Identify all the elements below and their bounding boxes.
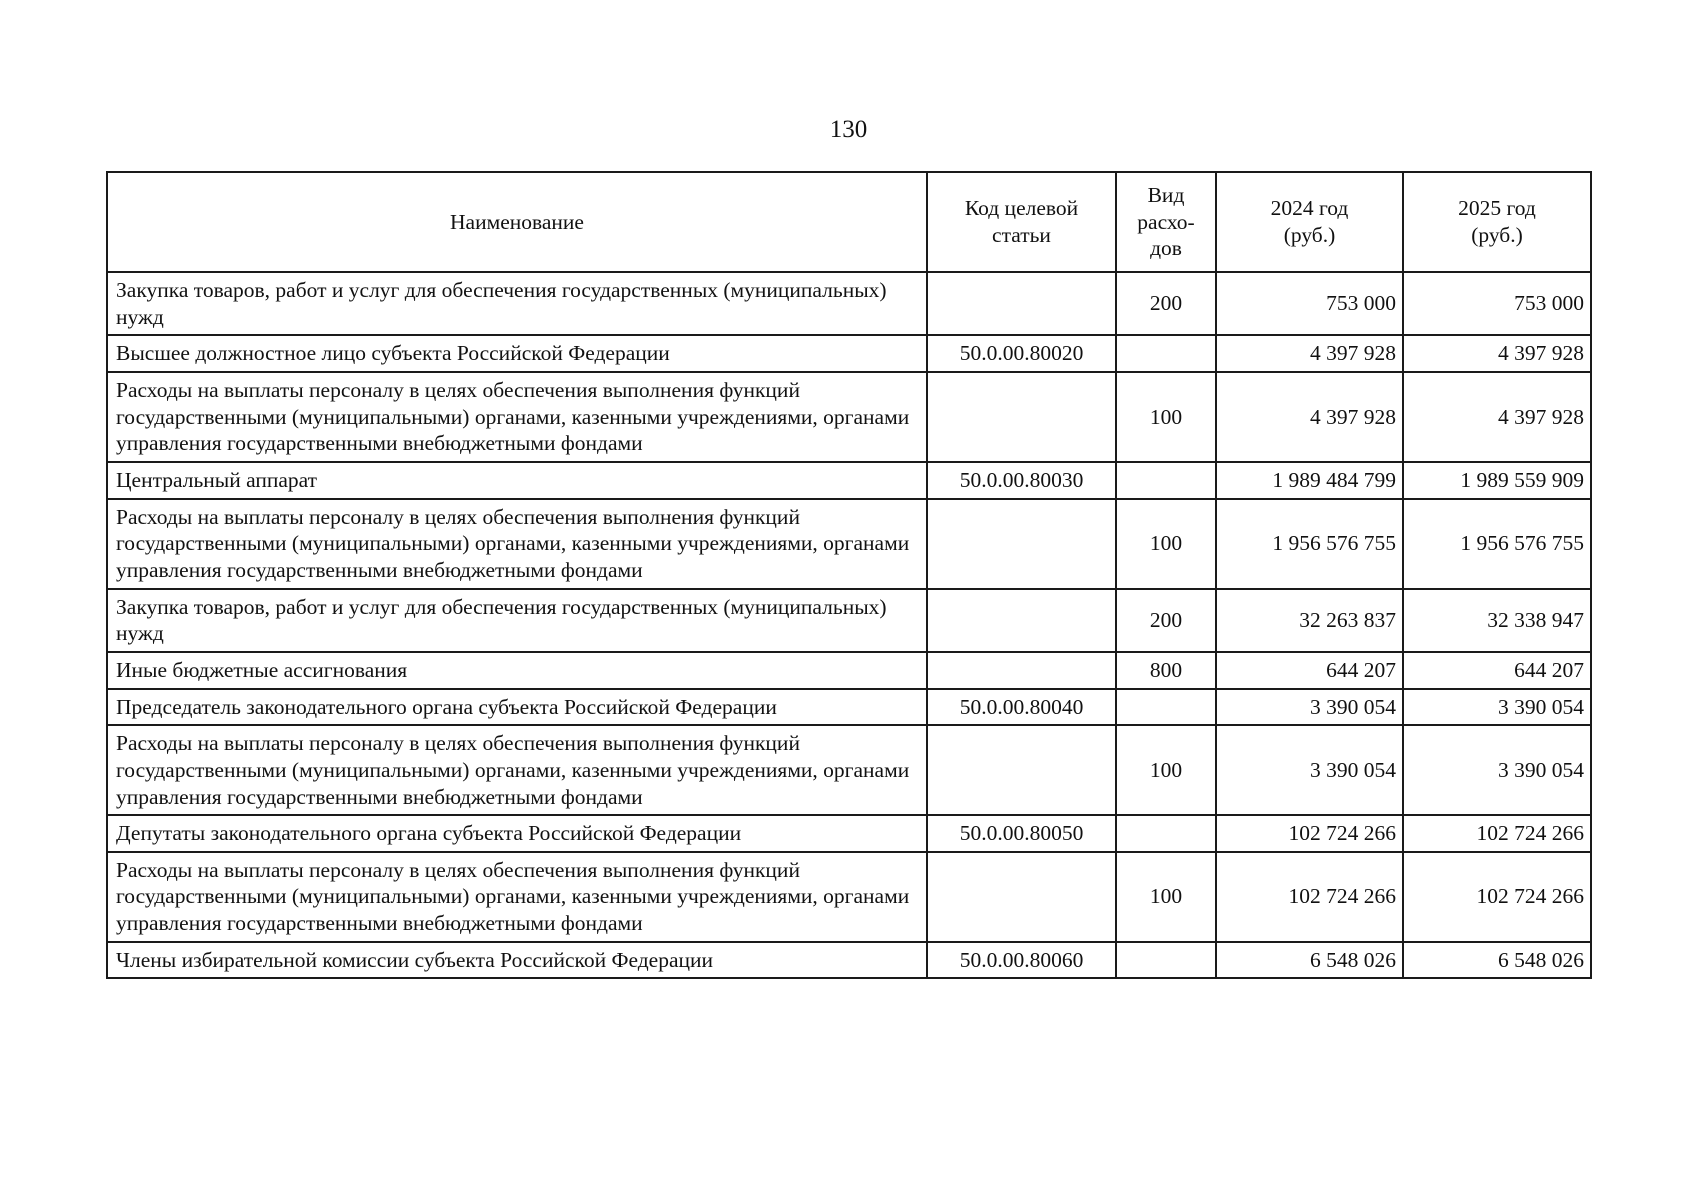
- row-2024-cell: 6 548 026: [1216, 942, 1403, 979]
- header-2024-line: 2024 год: [1270, 196, 1349, 221]
- table-row: [107, 589, 1591, 652]
- header-2024: [1216, 172, 1403, 272]
- row-kind-cell: [1116, 815, 1216, 852]
- row-name-cell: Иные бюджетные ассигнования: [107, 652, 927, 689]
- row-2024-cell: 3 390 054: [1216, 725, 1403, 815]
- row-2025-cell: 102 724 266: [1403, 852, 1591, 942]
- row-code-cell: 50.0.00.80050: [927, 815, 1116, 852]
- row-2024-cell: 4 397 928: [1216, 372, 1403, 462]
- header-2025-line: (руб.): [1471, 223, 1523, 247]
- row-2025-cell: 3 390 054: [1403, 725, 1591, 815]
- row-2025-cell: 1 956 576 755: [1403, 499, 1591, 589]
- row-2025-cell: 644 207: [1403, 652, 1591, 689]
- row-2025-cell: 4 397 928: [1403, 335, 1591, 372]
- row-code-cell: [927, 589, 1116, 652]
- row-name-cell: Высшее должностное лицо субъекта Российской Федерации: [107, 335, 927, 372]
- budget-table: [106, 171, 1592, 979]
- row-kind-cell: 100: [1116, 499, 1216, 589]
- row-kind-cell: [1116, 689, 1216, 726]
- table-row: [107, 852, 1591, 942]
- row-name-cell: Члены избирательной комиссии субъекта Российской Федерации: [107, 942, 927, 979]
- row-2025-cell: 32 338 947: [1403, 589, 1591, 652]
- row-2024-cell: 3 390 054: [1216, 689, 1403, 726]
- header-2025: [1403, 172, 1591, 272]
- row-kind-cell: 200: [1116, 272, 1216, 335]
- table-row: [107, 815, 1591, 852]
- row-code-cell: 50.0.00.80020: [927, 335, 1116, 372]
- row-2025-cell: 1 989 559 909: [1403, 462, 1591, 499]
- row-code-cell: 50.0.00.80060: [927, 942, 1116, 979]
- row-2024-cell: 753 000: [1216, 272, 1403, 335]
- row-name-cell: Депутаты законодательного органа субъекта Российской Федерации: [107, 815, 927, 852]
- header-kind: [1116, 172, 1216, 272]
- row-2025-cell: 4 397 928: [1403, 372, 1591, 462]
- row-2025-cell: 102 724 266: [1403, 815, 1591, 852]
- row-code-cell: [927, 852, 1116, 942]
- row-2024-cell: 644 207: [1216, 652, 1403, 689]
- row-2024-cell: 32 263 837: [1216, 589, 1403, 652]
- table-header-row: [107, 172, 1591, 272]
- row-2025-cell: 753 000: [1403, 272, 1591, 335]
- table-row: [107, 499, 1591, 589]
- table-row: [107, 652, 1591, 689]
- header-name: [107, 172, 927, 272]
- row-2024-cell: 4 397 928: [1216, 335, 1403, 372]
- row-kind-cell: 800: [1116, 652, 1216, 689]
- row-code-cell: 50.0.00.80040: [927, 689, 1116, 726]
- row-kind-cell: [1116, 335, 1216, 372]
- row-name-cell: Расходы на выплаты персоналу в целях обеспечения выполнения функций государственными (муниципальными) органами, казенными учреждениями, органами управления государственными внебюджетными фондами: [107, 725, 927, 815]
- header-kind-line: дов: [1150, 236, 1182, 261]
- row-name-cell: Расходы на выплаты персоналу в целях обеспечения выполнения функций государственными (муниципальными) органами, казенными учреждениями, органами управления государственными внебюджетными фондами: [107, 372, 927, 462]
- row-kind-cell: [1116, 462, 1216, 499]
- row-code-cell: [927, 372, 1116, 462]
- row-kind-cell: 100: [1116, 852, 1216, 942]
- table-row: [107, 942, 1591, 979]
- row-2024-cell: 1 989 484 799: [1216, 462, 1403, 499]
- row-code-cell: [927, 272, 1116, 335]
- row-2025-cell: 6 548 026: [1403, 942, 1591, 979]
- table-row: [107, 462, 1591, 499]
- row-name-cell: Председатель законодательного органа субъекта Российской Федерации: [107, 689, 927, 726]
- page-number: 130: [829, 116, 868, 143]
- row-kind-cell: 100: [1116, 372, 1216, 462]
- row-kind-cell: 100: [1116, 725, 1216, 815]
- table-row: [107, 372, 1591, 462]
- header-kind-line: расхо-: [1137, 209, 1195, 234]
- row-kind-cell: [1116, 942, 1216, 979]
- row-2024-cell: 102 724 266: [1216, 815, 1403, 852]
- row-2025-cell: 3 390 054: [1403, 689, 1591, 726]
- table-row: [107, 272, 1591, 335]
- row-code-cell: 50.0.00.80030: [927, 462, 1116, 499]
- row-name-cell: Центральный аппарат: [107, 462, 927, 499]
- table-row: [107, 725, 1591, 815]
- row-kind-cell: 200: [1116, 589, 1216, 652]
- header-code-line: статьи: [992, 223, 1051, 247]
- header-code: [927, 172, 1116, 272]
- row-2024-cell: 1 956 576 755: [1216, 499, 1403, 589]
- table-row: [107, 689, 1591, 726]
- row-name-cell: Закупка товаров, работ и услуг для обеспечения государственных (муниципальных) нужд: [107, 589, 927, 652]
- row-code-cell: [927, 499, 1116, 589]
- header-code-line: Код целевой: [964, 196, 1079, 221]
- row-code-cell: [927, 652, 1116, 689]
- header-kind-line: Вид: [1147, 183, 1185, 208]
- row-2024-cell: 102 724 266: [1216, 852, 1403, 942]
- table-row: [107, 335, 1591, 372]
- header-name-label: Наименование: [450, 209, 584, 234]
- header-2024-line: (руб.): [1283, 223, 1336, 247]
- row-code-cell: [927, 725, 1116, 815]
- header-2025-line: 2025 год: [1458, 196, 1536, 221]
- row-name-cell: Расходы на выплаты персоналу в целях обеспечения выполнения функций государственными (муниципальными) органами, казенными учреждениями, органами управления государственными внебюджетными фондами: [107, 499, 927, 589]
- row-name-cell: Расходы на выплаты персоналу в целях обеспечения выполнения функций государственными (муниципальными) органами, казенными учреждениями, органами управления государственными внебюджетными фондами: [107, 852, 927, 942]
- row-name-cell: Закупка товаров, работ и услуг для обеспечения государственных (муниципальных) нужд: [107, 272, 927, 335]
